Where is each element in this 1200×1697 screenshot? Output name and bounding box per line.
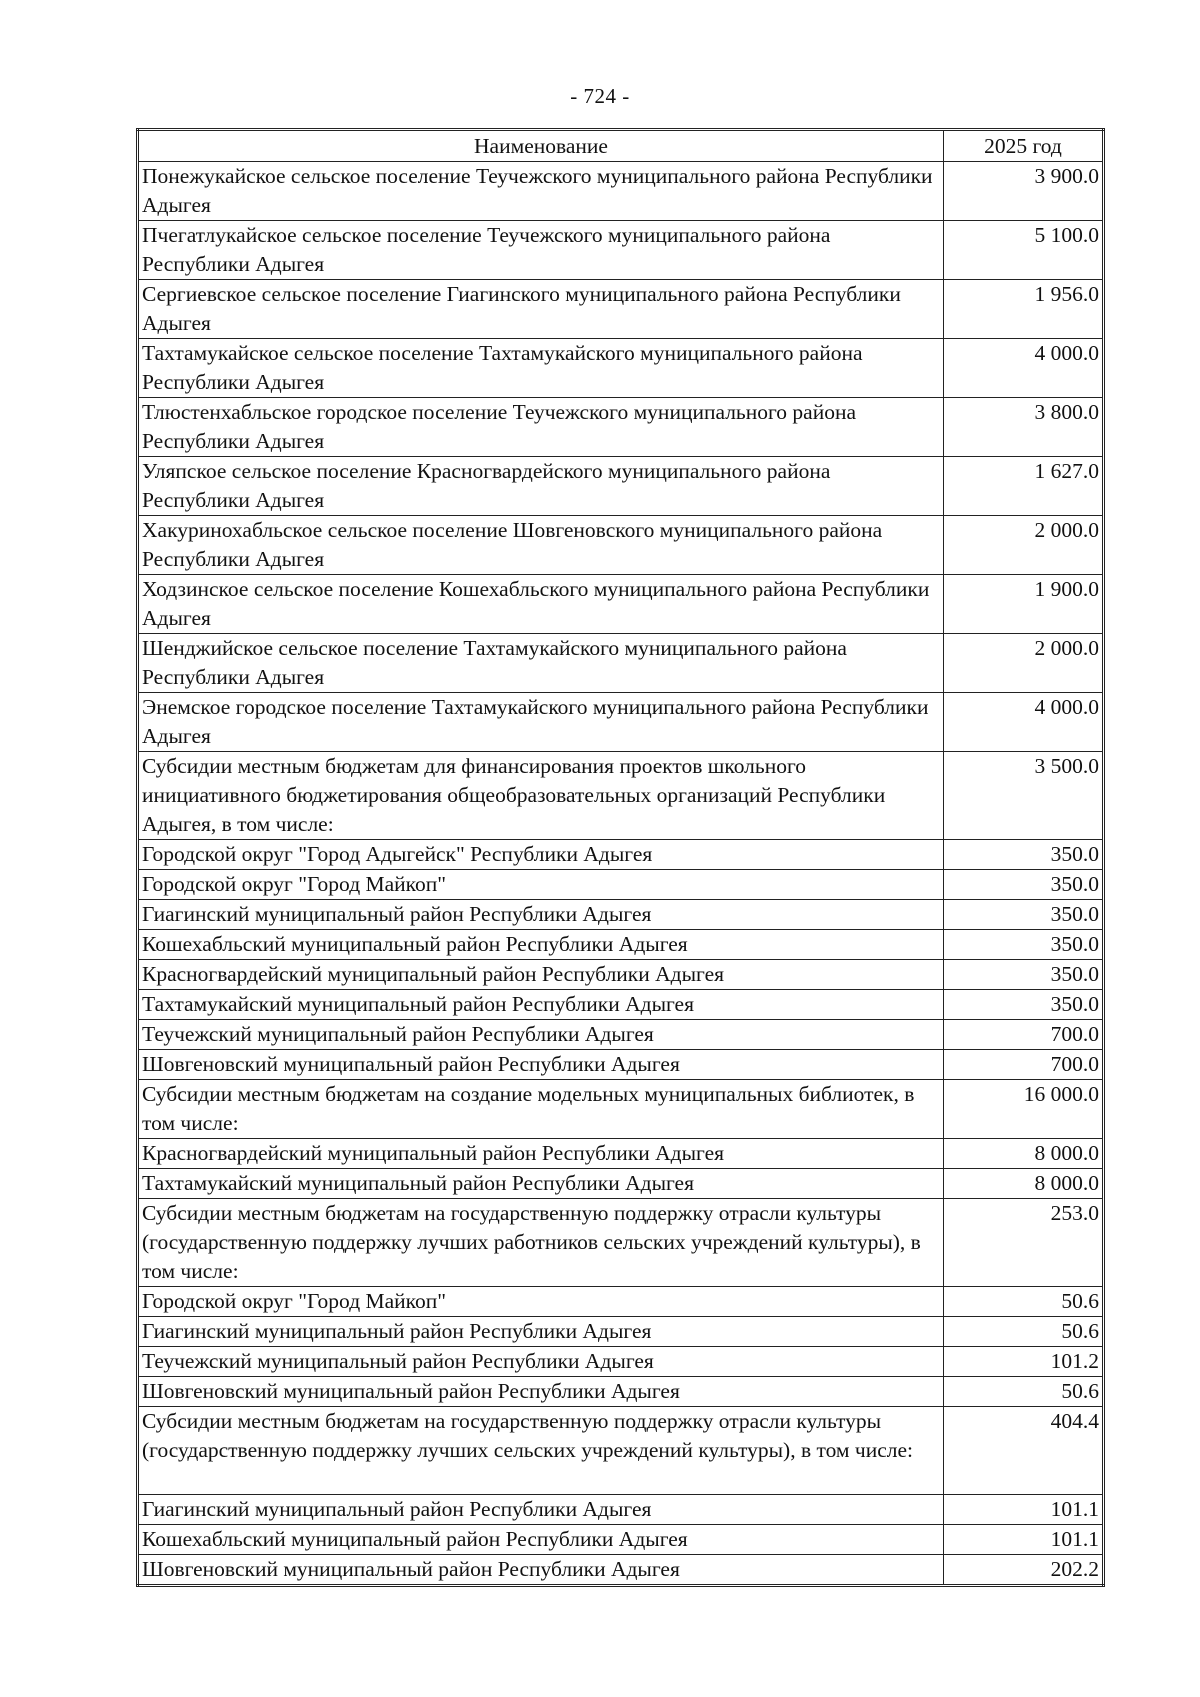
row-value-cell: 8 000.0 [944, 1139, 1104, 1169]
table-row [138, 339, 1104, 398]
table-row [138, 752, 1104, 840]
row-value-cell: 350.0 [944, 960, 1104, 990]
table-row [138, 960, 1104, 990]
table-row [138, 1317, 1104, 1347]
row-value-cell: 101.2 [944, 1347, 1104, 1377]
row-value-cell: 3 900.0 [944, 162, 1104, 221]
row-name-cell: Субсидии местным бюджетам на государственную поддержку отрасли культуры (государственную поддержку лучших сельских учреждений культуры), в том числе: [138, 1407, 944, 1495]
table-row [138, 457, 1104, 516]
row-name-cell: Субсидии местным бюджетам на государственную поддержку отрасли культуры (государственную поддержку лучших работников сельских учреждений культуры), в том числе: [138, 1199, 944, 1287]
row-name-cell: Кошехабльский муниципальный район Республики Адыгея [138, 930, 944, 960]
row-name-cell: Тахтамукайское сельское поселение Тахтамукайского муниципального района Республики Адыгея [138, 339, 944, 398]
row-value-cell: 350.0 [944, 870, 1104, 900]
row-value-cell: 404.4 [944, 1407, 1104, 1495]
table-row [138, 1555, 1104, 1586]
row-value-cell: 350.0 [944, 990, 1104, 1020]
table-row [138, 900, 1104, 930]
row-value-cell: 350.0 [944, 900, 1104, 930]
row-name-cell: Сергиевское сельское поселение Гиагинского муниципального района Республики Адыгея [138, 280, 944, 339]
row-value-cell: 101.1 [944, 1525, 1104, 1555]
table-row [138, 516, 1104, 575]
page-number: - 724 - [570, 84, 630, 108]
table-row [138, 1169, 1104, 1199]
row-name-cell: Тлюстенхабльское городское поселение Теучежского муниципального района Республики Адыгея [138, 398, 944, 457]
row-name-cell: Теучежский муниципальный район Республики Адыгея [138, 1020, 944, 1050]
row-name-cell: Красногвардейский муниципальный район Республики Адыгея [138, 1139, 944, 1169]
row-value-cell: 50.6 [944, 1287, 1104, 1317]
row-name-cell: Шовгеновский муниципальный район Республики Адыгея [138, 1050, 944, 1080]
row-value-cell: 16 000.0 [944, 1080, 1104, 1139]
row-name-cell: Гиагинский муниципальный район Республики Адыгея [138, 900, 944, 930]
row-name-cell: Энемское городское поселение Тахтамукайского муниципального района Республики Адыгея [138, 693, 944, 752]
row-name-cell: Тахтамукайский муниципальный район Республики Адыгея [138, 990, 944, 1020]
table-row [138, 1525, 1104, 1555]
row-value-cell: 700.0 [944, 1050, 1104, 1080]
budget-table [136, 128, 1105, 1587]
row-name-cell: Ходзинское сельское поселение Кошехабльского муниципального района Республики Адыгея [138, 575, 944, 634]
table-row [138, 1407, 1104, 1495]
row-name-cell: Шовгеновский муниципальный район Республики Адыгея [138, 1555, 944, 1586]
table-header-row [138, 130, 1104, 162]
row-name-cell: Кошехабльский муниципальный район Республики Адыгея [138, 1525, 944, 1555]
table-row [138, 1020, 1104, 1050]
row-value-cell: 3 500.0 [944, 752, 1104, 840]
table-row [138, 930, 1104, 960]
row-name-cell: Пчегатлукайское сельское поселение Теучежского муниципального района Республики Адыгея [138, 221, 944, 280]
row-value-cell: 5 100.0 [944, 221, 1104, 280]
row-value-cell: 50.6 [944, 1317, 1104, 1347]
table-row [138, 280, 1104, 339]
row-name-cell: Городской округ "Город Адыгейск" Республики Адыгея [138, 840, 944, 870]
row-name-cell: Субсидии местным бюджетам на создание модельных муниципальных библиотек, в том числе: [138, 1080, 944, 1139]
row-name-cell: Красногвардейский муниципальный район Республики Адыгея [138, 960, 944, 990]
table-row [138, 1080, 1104, 1139]
table-row [138, 1495, 1104, 1525]
row-value-cell: 350.0 [944, 840, 1104, 870]
column-header-year: 2025 год [944, 130, 1104, 162]
table-row [138, 575, 1104, 634]
row-name-cell: Хакуринохабльское сельское поселение Шовгеновского муниципального района Республики Адыгея [138, 516, 944, 575]
row-name-cell: Уляпское сельское поселение Красногвардейского муниципального района Республики Адыгея [138, 457, 944, 516]
row-value-cell: 1 627.0 [944, 457, 1104, 516]
table-row [138, 693, 1104, 752]
table-row [138, 1050, 1104, 1080]
row-value-cell: 253.0 [944, 1199, 1104, 1287]
row-name-cell: Городской округ "Город Майкоп" [138, 870, 944, 900]
row-value-cell: 1 956.0 [944, 280, 1104, 339]
row-value-cell: 101.1 [944, 1495, 1104, 1525]
row-name-cell: Субсидии местным бюджетам для финансирования проектов школьного инициативного бюджетирования общеобразовательных организаций Республики Адыгея, в том числе: [138, 752, 944, 840]
table-row [138, 1347, 1104, 1377]
row-value-cell: 2 000.0 [944, 516, 1104, 575]
table-row [138, 1199, 1104, 1287]
row-value-cell: 8 000.0 [944, 1169, 1104, 1199]
row-name-cell: Шенджийское сельское поселение Тахтамукайского муниципального района Республики Адыгея [138, 634, 944, 693]
row-value-cell: 4 000.0 [944, 339, 1104, 398]
row-name-cell: Тахтамукайский муниципальный район Республики Адыгея [138, 1169, 944, 1199]
column-header-name: Наименование [138, 130, 944, 162]
table-row [138, 870, 1104, 900]
row-value-cell: 2 000.0 [944, 634, 1104, 693]
row-value-cell: 700.0 [944, 1020, 1104, 1050]
row-name-cell: Гиагинский муниципальный район Республики Адыгея [138, 1317, 944, 1347]
table-row [138, 1139, 1104, 1169]
row-name-cell: Теучежский муниципальный район Республики Адыгея [138, 1347, 944, 1377]
table-row [138, 162, 1104, 221]
row-name-cell: Понежукайское сельское поселение Теучежского муниципального района Республики Адыгея [138, 162, 944, 221]
row-name-cell: Гиагинский муниципальный район Республики Адыгея [138, 1495, 944, 1525]
row-value-cell: 3 800.0 [944, 398, 1104, 457]
table-row [138, 221, 1104, 280]
row-name-cell: Шовгеновский муниципальный район Республики Адыгея [138, 1377, 944, 1407]
row-value-cell: 4 000.0 [944, 693, 1104, 752]
row-value-cell: 50.6 [944, 1377, 1104, 1407]
row-value-cell: 202.2 [944, 1555, 1104, 1586]
table-row [138, 398, 1104, 457]
row-value-cell: 350.0 [944, 930, 1104, 960]
row-value-cell: 1 900.0 [944, 575, 1104, 634]
row-name-cell: Городской округ "Город Майкоп" [138, 1287, 944, 1317]
table-row [138, 1377, 1104, 1407]
table-row [138, 1287, 1104, 1317]
table-row [138, 634, 1104, 693]
table-row [138, 990, 1104, 1020]
table-row [138, 840, 1104, 870]
table-body [138, 162, 1104, 1586]
